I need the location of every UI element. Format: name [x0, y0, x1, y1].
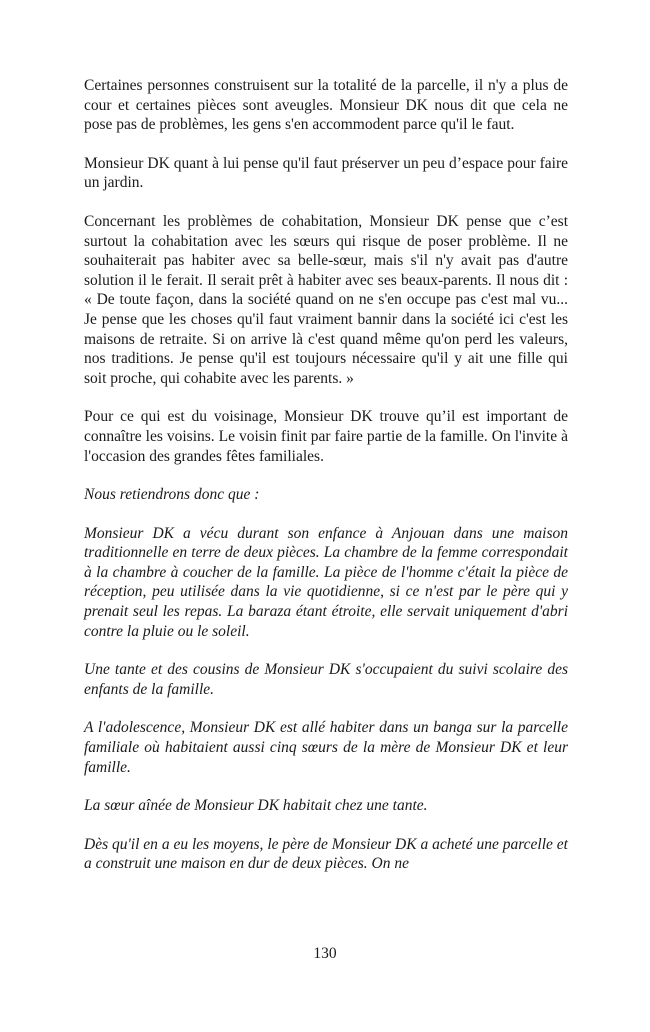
paragraph-parcelle: Certaines personnes construisent sur la totalité de la parcelle, il n'y a plus de cour et certaines pièces sont aveugles. Monsieur DK nous dit que cela ne pose pas de problèmes, les gens s'en accommodent parce qu'il le faut. — [84, 77, 568, 134]
paragraph-cohabitation: Concernant les problèmes de cohabitation, Monsieur DK pense que c’est surtout la cohabitation avec les sœurs qui risque de poser problème. Il ne souhaiterait pas habiter avec sa belle-sœur, mais s'il n'y avait pas d'autre solution il le ferait. Il serait prêt à habiter avec ses beaux-parents. Il nous dit : « De toute façon, dans la société quand on ne s'en occupe pas c'est mal vu... Je pense que les choses qu'il faut vraiment bannir dans la société ici c'est les maisons de retraite. Si on arrive là c'est quand même qu'on perd les valeurs, nos traditions. Je pense qu'il est toujours nécessaire qu'il y ait une fille qui soit proche, qui cohabite avec les parents. » — [84, 212, 568, 387]
document-body — [84, 76, 568, 893]
paragraph-summary-intro: Nous retiendrons donc que : — [84, 486, 260, 504]
paragraph-summary-tante: Une tante et des cousins de Monsieur DK s'occupaient du suivi scolaire des enfants de la famille. — [84, 661, 568, 698]
paragraph-summary-soeur: La sœur aînée de Monsieur DK habitait chez une tante. — [84, 797, 428, 815]
paragraph-summary-pere: Dès qu'il en a eu les moyens, le père de Monsieur DK a acheté une parcelle et a construit une maison en dur de deux pièces. On ne — [84, 835, 568, 873]
page-number: 130 — [313, 945, 337, 962]
paragraph-summary-adolescence: A l'adolescence, Monsieur DK est allé habiter dans un banga sur la parcelle familiale où habitaient aussi cinq sœurs de la mère de Monsieur DK et leur famille. — [84, 719, 568, 776]
paragraph-summary-enfance: Monsieur DK a vécu durant son enfance à Anjouan dans une maison traditionnelle en terre de deux pièces. La chambre de la femme correspondait à la chambre à coucher de la famille. La pièce de l'homme c'était la pièce de réception, peu utilisée dans la vie quotidienne, si ce n'est par le père qui y prenait seul les repas. La baraza étant étroite, elle servait uniquement d'abri contre la pluie ou le soleil. — [84, 524, 568, 640]
paragraph-jardin: Monsieur DK quant à lui pense qu'il faut préserver un peu d’espace pour faire un jardin. — [84, 154, 568, 192]
paragraph-voisinage: Pour ce qui est du voisinage, Monsieur DK trouve qu’il est important de connaître les voisins. Le voisin finit par faire partie de la famille. On l'invite à l'occasion des grandes fêtes familiales. — [84, 408, 568, 465]
